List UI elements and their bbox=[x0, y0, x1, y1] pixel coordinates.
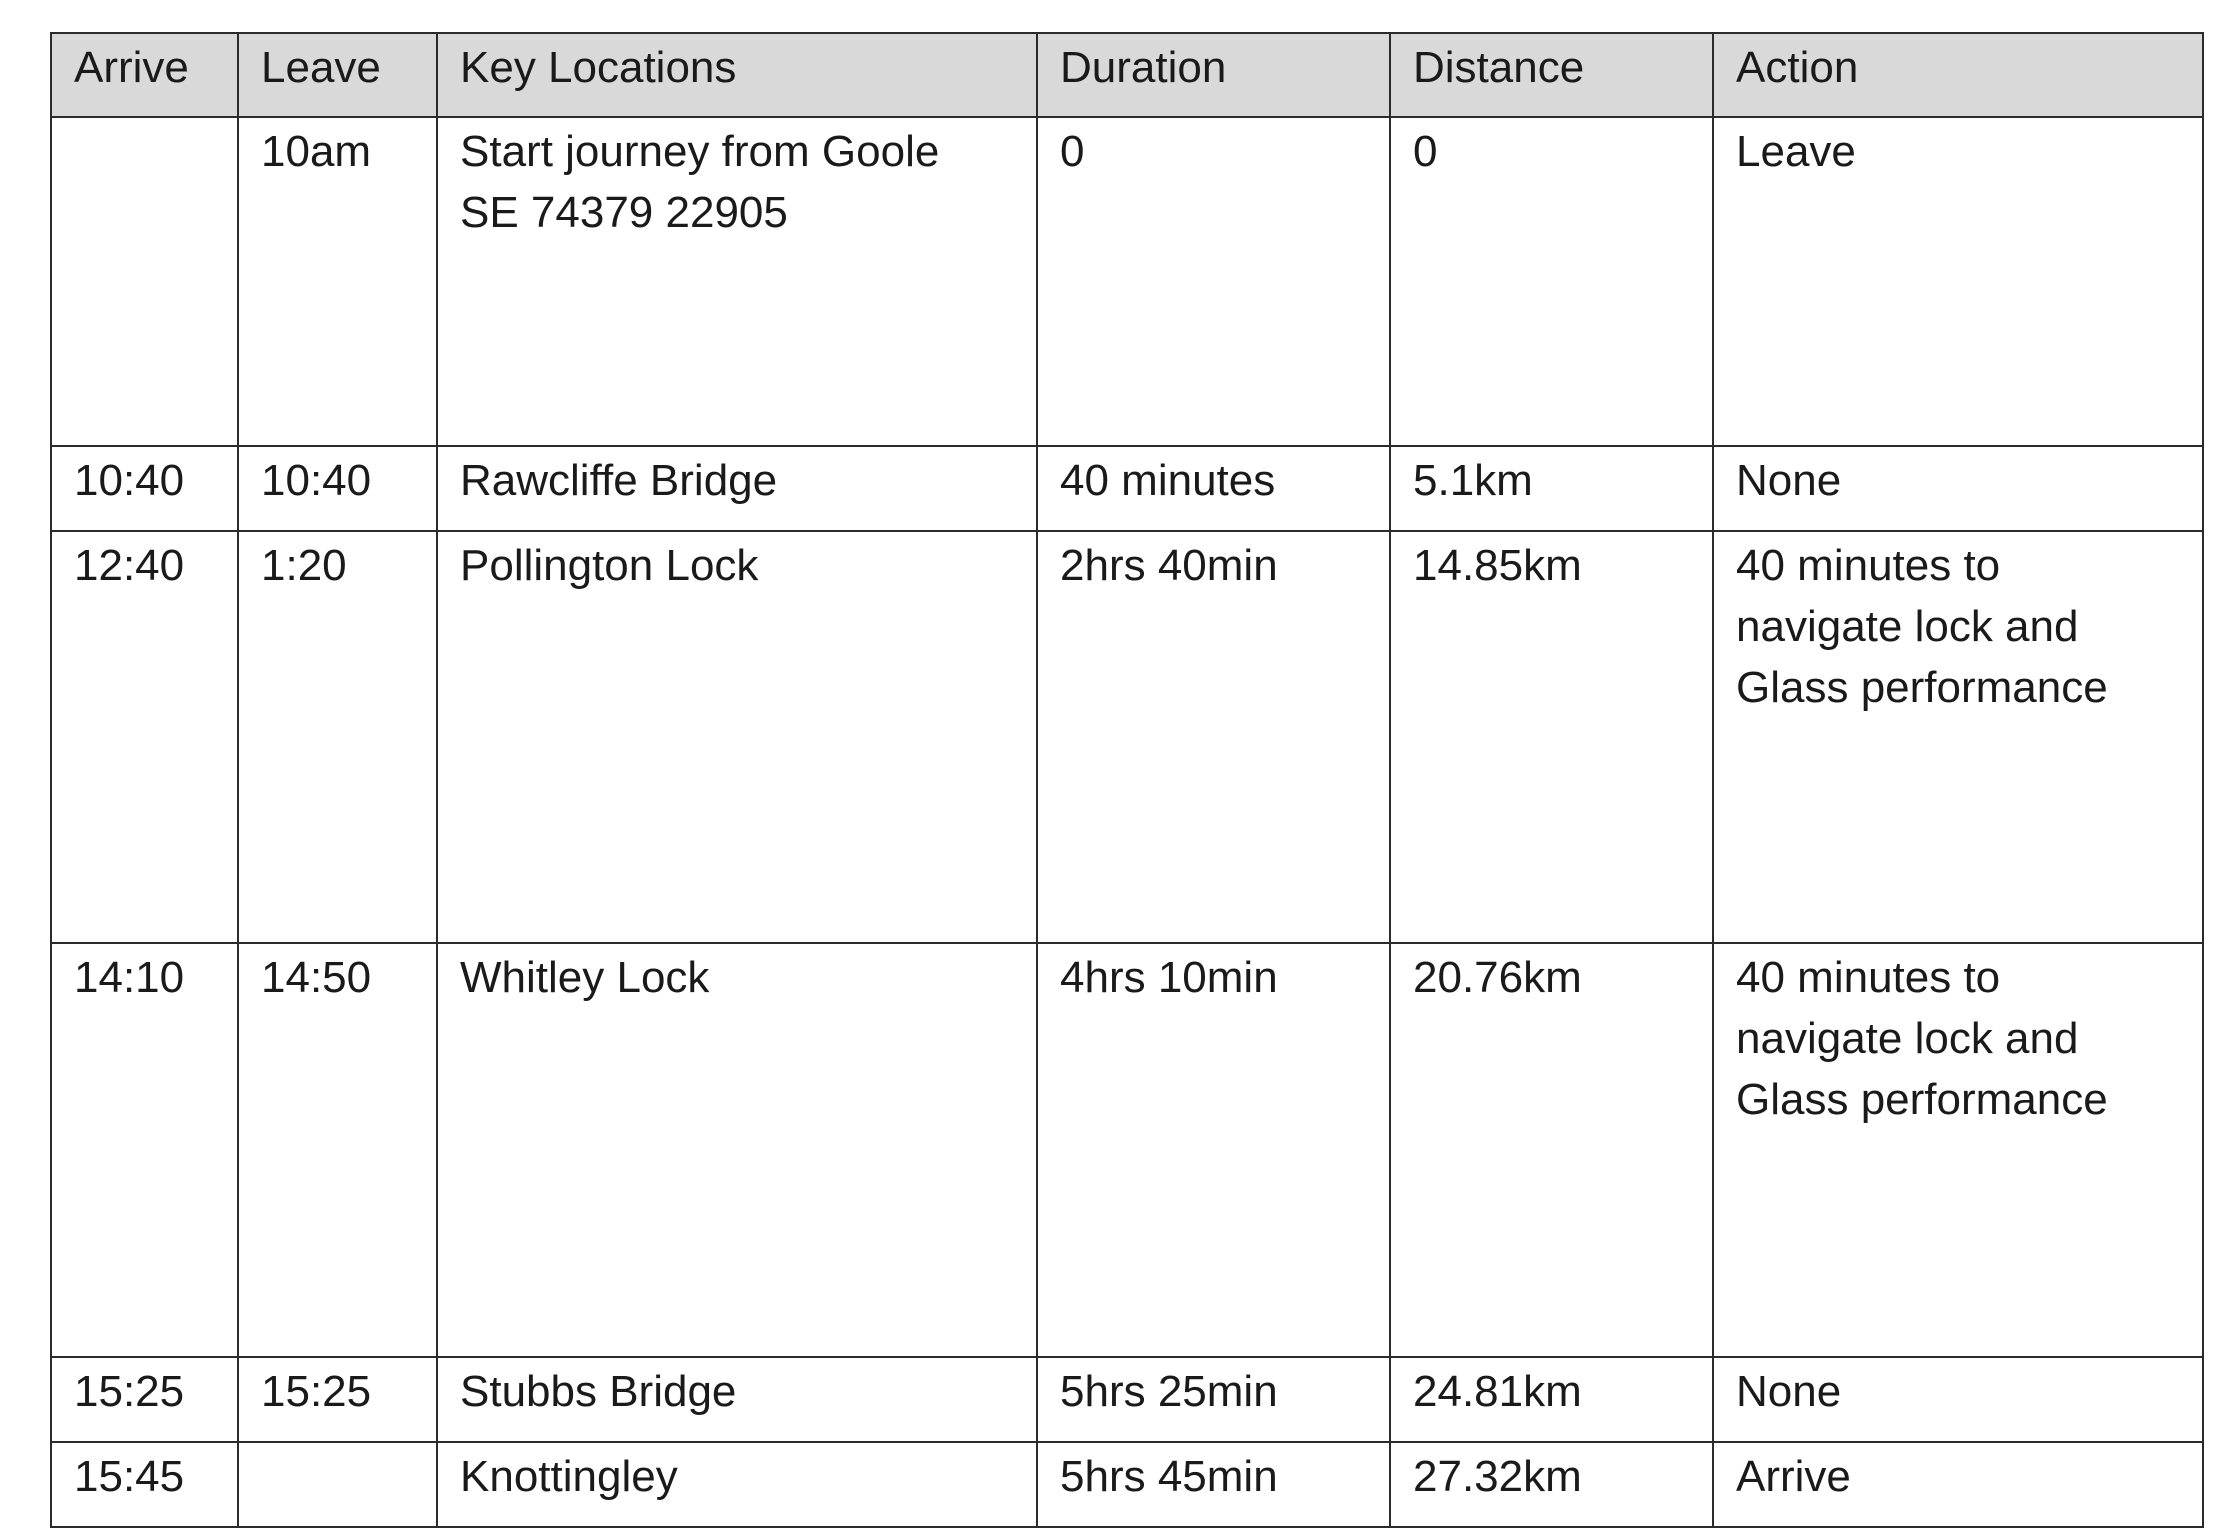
cell-action bbox=[1713, 446, 2203, 531]
action-line: Glass performance bbox=[1736, 663, 2108, 712]
action-line: None bbox=[1736, 456, 1842, 505]
header-key-locations: Key Locations bbox=[437, 33, 1037, 117]
location-line: Whitley Lock bbox=[460, 953, 710, 1002]
header-duration: Duration bbox=[1037, 33, 1390, 117]
cell-arrive: 15:45 bbox=[51, 1442, 238, 1527]
header-leave: Leave bbox=[238, 33, 437, 117]
table-body bbox=[51, 117, 2203, 1527]
cell-distance: 5.1km bbox=[1390, 446, 1713, 531]
cell-distance: 14.85km bbox=[1390, 531, 1713, 943]
table-header bbox=[51, 33, 2203, 117]
table-row bbox=[51, 446, 2203, 531]
header-arrive: Arrive bbox=[51, 33, 238, 117]
cell-action bbox=[1713, 531, 2203, 943]
action-line: Arrive bbox=[1736, 1452, 1851, 1501]
table-row bbox=[51, 531, 2203, 943]
table-row bbox=[51, 1357, 2203, 1442]
cell-location bbox=[437, 1357, 1037, 1442]
action-line: 40 minutes to bbox=[1736, 541, 2001, 590]
cell-duration: 5hrs 45min bbox=[1037, 1442, 1390, 1527]
header-action: Action bbox=[1713, 33, 2203, 117]
table-row bbox=[51, 943, 2203, 1357]
cell-action bbox=[1713, 943, 2203, 1357]
location-line: Knottingley bbox=[460, 1452, 678, 1501]
cell-action bbox=[1713, 117, 2203, 446]
cell-duration: 0 bbox=[1037, 117, 1390, 446]
table-row bbox=[51, 1442, 2203, 1527]
table-row bbox=[51, 117, 2203, 446]
cell-arrive bbox=[51, 117, 238, 446]
cell-location bbox=[437, 531, 1037, 943]
location-grid-reference: SE 74379 22905 bbox=[460, 188, 788, 237]
cell-duration: 40 minutes bbox=[1037, 446, 1390, 531]
location-line: Start journey from Goole bbox=[460, 127, 940, 176]
cell-leave bbox=[238, 1442, 437, 1527]
cell-arrive: 10:40 bbox=[51, 446, 238, 531]
cell-location bbox=[437, 943, 1037, 1357]
cell-arrive: 12:40 bbox=[51, 531, 238, 943]
cell-action bbox=[1713, 1442, 2203, 1527]
location-line: Stubbs Bridge bbox=[460, 1367, 737, 1416]
cell-duration: 4hrs 10min bbox=[1037, 943, 1390, 1357]
journey-schedule-table bbox=[50, 32, 2204, 1528]
header-distance: Distance bbox=[1390, 33, 1713, 117]
cell-leave: 1:20 bbox=[238, 531, 437, 943]
cell-location bbox=[437, 117, 1037, 446]
cell-leave: 10am bbox=[238, 117, 437, 446]
location-line: Rawcliffe Bridge bbox=[460, 456, 778, 505]
cell-location bbox=[437, 1442, 1037, 1527]
cell-distance: 20.76km bbox=[1390, 943, 1713, 1357]
cell-location bbox=[437, 446, 1037, 531]
cell-distance: 27.32km bbox=[1390, 1442, 1713, 1527]
action-line: navigate lock and bbox=[1736, 602, 2079, 651]
action-line: Leave bbox=[1736, 127, 1856, 176]
cell-duration: 5hrs 25min bbox=[1037, 1357, 1390, 1442]
action-line: 40 minutes to bbox=[1736, 953, 2001, 1002]
cell-action bbox=[1713, 1357, 2203, 1442]
cell-distance: 0 bbox=[1390, 117, 1713, 446]
cell-distance: 24.81km bbox=[1390, 1357, 1713, 1442]
cell-arrive: 14:10 bbox=[51, 943, 238, 1357]
cell-leave: 14:50 bbox=[238, 943, 437, 1357]
header-row bbox=[51, 33, 2203, 117]
action-line: navigate lock and bbox=[1736, 1014, 2079, 1063]
cell-leave: 10:40 bbox=[238, 446, 437, 531]
cell-duration: 2hrs 40min bbox=[1037, 531, 1390, 943]
cell-leave: 15:25 bbox=[238, 1357, 437, 1442]
action-line: Glass performance bbox=[1736, 1075, 2108, 1124]
action-line: None bbox=[1736, 1367, 1842, 1416]
cell-arrive: 15:25 bbox=[51, 1357, 238, 1442]
location-line: Pollington Lock bbox=[460, 541, 759, 590]
